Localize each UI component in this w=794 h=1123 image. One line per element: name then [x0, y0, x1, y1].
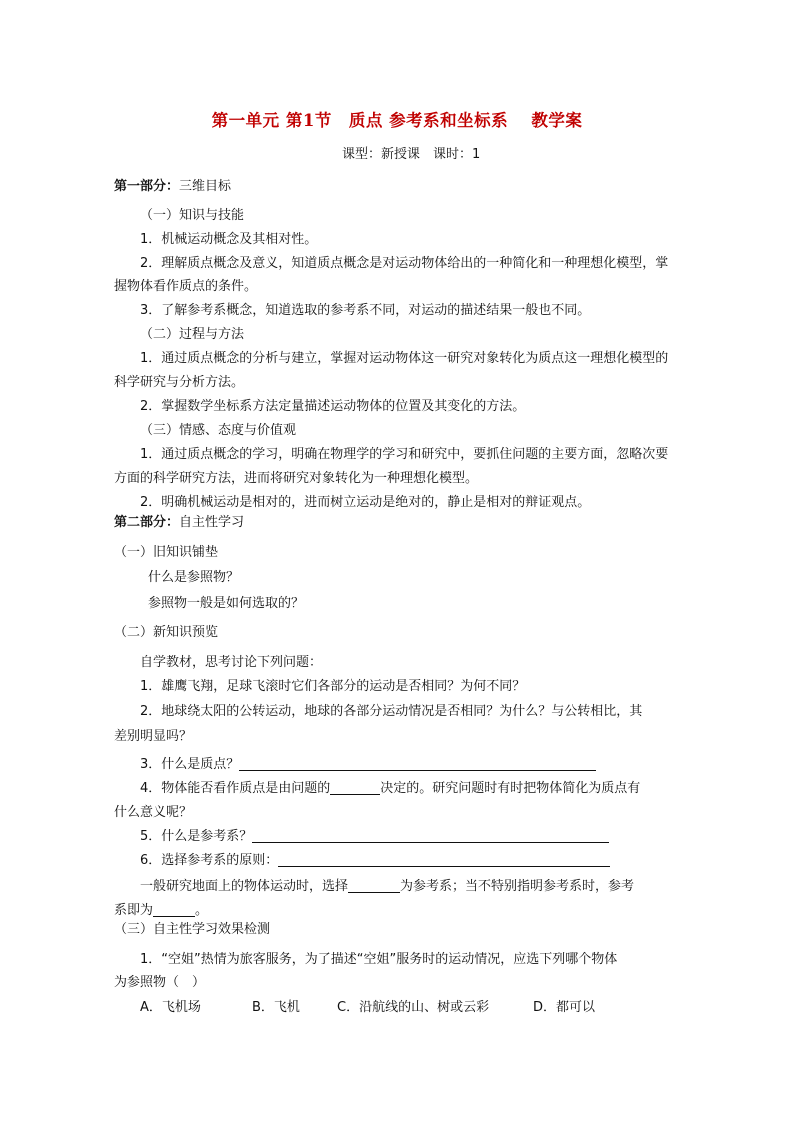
part2-heading — [114, 514, 244, 531]
objective-text: 1．机械运动概念及其相对性。 — [140, 232, 318, 247]
question-text: 2．地球绕太阳的公转运动，地球的各部分运动情况是否相同？为什么？与公转相比，其 — [140, 704, 643, 719]
answer-blank[interactable] — [278, 852, 610, 867]
objective-text: 2．掌握数学坐标系方法定量描述运动物体的位置及其变化的方法。 — [140, 399, 526, 414]
answer-blank[interactable] — [330, 780, 380, 795]
question-text: 4．物体能否看作质点是由问题的 — [140, 781, 331, 796]
option-a[interactable]: A．飞机场 — [140, 1000, 201, 1015]
option-d[interactable]: D．都可以 — [533, 1000, 596, 1015]
question-text: 系即为 — [114, 903, 154, 918]
question-fill-row — [140, 828, 609, 845]
page-title: 第一单元 第1节 质点 参考系和坐标系 教学案 — [211, 111, 583, 130]
question-fill-row — [114, 902, 208, 919]
question-text: 一般研究地面上的物体运动时，选择 — [140, 879, 349, 894]
instruction-text: 自学教材，思考讨论下列问题： — [140, 655, 323, 670]
option-b[interactable]: B．飞机 — [252, 1000, 300, 1015]
part2-heading-label: 第二部分： — [114, 515, 180, 530]
question-text: 决定的。研究问题时有时把物体简化为质点有 — [380, 781, 641, 796]
objective-text: 3．了解参考系概念，知道选取的参考系不同，对运动的描述结果一般也不同。 — [140, 303, 591, 318]
question-fill-row — [140, 756, 596, 773]
part1-heading-text: 三维目标 — [179, 179, 232, 194]
lesson-info: 课型：新授课 课时：1 — [342, 147, 481, 162]
part1-heading-label: 第一部分： — [114, 179, 180, 194]
question-text: 3．什么是质点？ — [140, 757, 240, 772]
answer-blank[interactable] — [252, 828, 609, 843]
question-text: 什么意义呢？ — [114, 805, 193, 820]
section-process-methods: （二）过程与方法 — [140, 327, 245, 342]
question-fill-row — [140, 878, 634, 895]
question-text: 为参考系；当不特别指明参考系时，参考 — [400, 879, 635, 894]
question-text: 5．什么是参考系？ — [140, 829, 253, 844]
quiz-question: 为参照物（ ） — [114, 975, 206, 990]
objective-text: 1．通过质点概念的分析与建立，掌握对运动物体这一研究对象转化为质点这一理想化模型的 — [140, 351, 669, 366]
answer-blank[interactable] — [153, 902, 195, 917]
question-text: 参照物一般是如何选取的？ — [148, 596, 305, 611]
part1-heading — [114, 178, 231, 195]
objective-text: 2．明确机械运动是相对的，进而树立运动是绝对的，静止是相对的辩证观点。 — [140, 495, 591, 510]
part2-heading-text: 自主性学习 — [179, 515, 245, 530]
question-text: 差别明显吗？ — [114, 729, 193, 744]
section-new-knowledge: （二）新知识预览 — [114, 625, 219, 640]
answer-blank[interactable] — [348, 878, 400, 893]
objective-text: 2．理解质点概念及意义，知道质点概念是对运动物体给出的一种简化和一种理想化模型，掌 — [140, 256, 669, 271]
option-c[interactable]: C．沿航线的山、树或云彩 — [337, 1000, 490, 1015]
question-fill-row — [140, 852, 610, 869]
question-text: 6．选择参考系的原则： — [140, 853, 279, 868]
quiz-question: 1．“空姐”热情为旅客服务，为了描述“空姐”服务时的运动情况，应选下列哪个物体 — [140, 952, 618, 967]
question-fill-row — [140, 780, 640, 797]
section-emotion-values: （三）情感、态度与价值观 — [140, 423, 297, 438]
question-text: 什么是参照物？ — [148, 570, 240, 585]
section-knowledge-skills: （一）知识与技能 — [140, 208, 245, 223]
question-text: 1．雄鹰飞翔，足球飞滚时它们各部分的运动是否相同？为何不同？ — [140, 679, 526, 694]
section-self-check: （三）自主性学习效果检测 — [114, 922, 271, 937]
answer-blank[interactable] — [239, 756, 596, 771]
section-prior-knowledge: （一）旧知识铺垫 — [114, 545, 219, 560]
objective-text: 握物体看作质点的条件。 — [114, 279, 258, 294]
question-text: 。 — [195, 903, 209, 918]
objective-text: 1．通过质点概念的学习，明确在物理学的学习和研究中，要抓住问题的主要方面，忽略次要 — [140, 447, 669, 462]
objective-text: 方面的科学研究方法，进而将研究对象转化为一种理想化模型。 — [114, 471, 479, 486]
objective-text: 科学研究与分析方法。 — [114, 375, 245, 390]
